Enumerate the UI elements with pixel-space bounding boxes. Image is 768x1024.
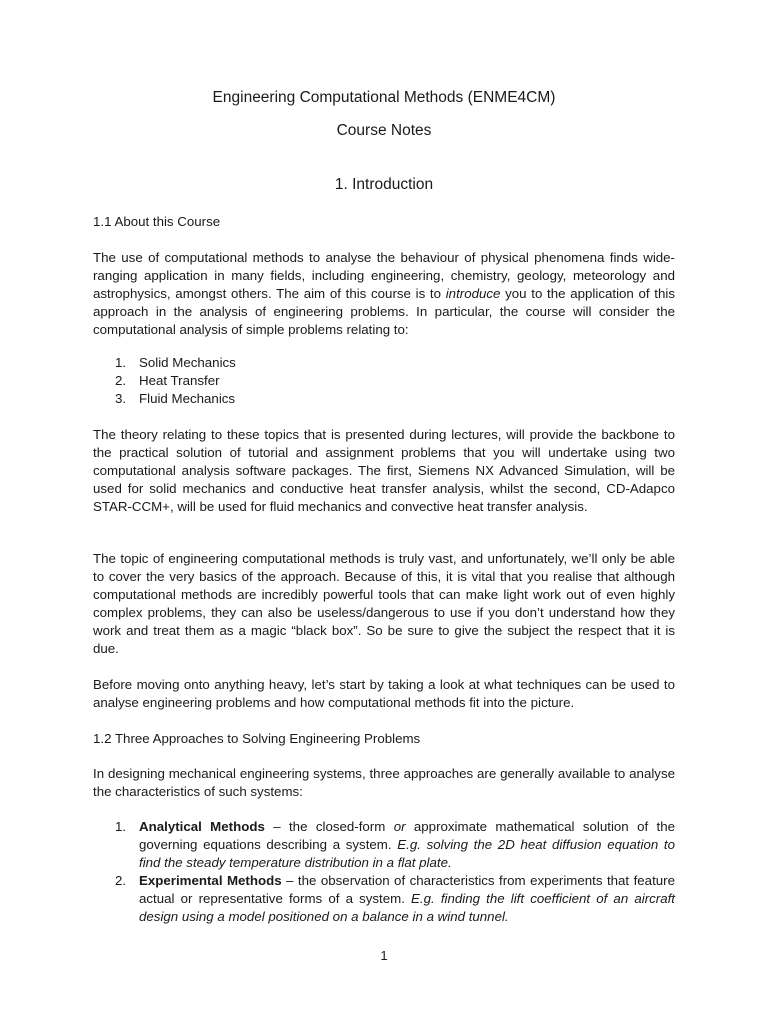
document-page (93, 0, 675, 1024)
emphasis-text: or (393, 819, 406, 834)
paragraph-approaches-intro: In designing mechanical engineering systems, three approaches are generally available to analyse the characteristics of such systems: (93, 766, 675, 799)
approaches-list (93, 818, 675, 925)
approach-text: approximate mathematical solution of the governing equations describing a system. (139, 819, 676, 852)
list-number: 2. (115, 372, 127, 388)
list-item-label: Fluid Mechanics (139, 390, 236, 406)
list-item-label: Heat Transfer (139, 372, 220, 388)
list-number: 2. (115, 872, 127, 888)
approach-example: E.g. finding the lift coefficient of an aircraft design using a model positioned on a balance in a wind tunnel. (139, 890, 675, 924)
approach-example: E.g. solving the 2D heat diffusion equation to find the steady temperature distribution in a flat plate. (139, 836, 675, 870)
approach-text: – the observation of characteristics from experiments that feature actual or representative forms of a system. (139, 872, 675, 906)
list-item (93, 390, 675, 408)
list-item (93, 872, 675, 926)
paragraph-transition: Before moving onto anything heavy, let’s start by taking a look at what techniques can be used to analyse engineering problems and how computational methods fit into the picture. (93, 677, 675, 710)
chapter-heading: 1. Introduction (334, 176, 434, 193)
page-number: 1 (380, 948, 388, 963)
topics-list (93, 354, 675, 408)
paragraph-theory: The theory relating to these topics that is presented during lectures, will provide the backbone to the practical solution of tutorial and assignment problems that you will undertake using two computational analysis software packages. The first, Siemens NX Advanced Simulation, will be used for solid mechanics and conductive heat transfer analysis, whilst the second, CD-Adapco STAR-CCM+, will be used for fluid mechanics and convective heat transfer analysis. (93, 427, 675, 514)
section-heading-about: 1.1 About this Course (93, 214, 221, 229)
list-number: 3. (115, 390, 127, 406)
emphasis-text: introduce (445, 285, 501, 301)
list-number: 1. (115, 355, 127, 370)
list-number: 1. (115, 819, 127, 834)
paragraph-text: you to the application of this approach in the analysis of engineering problems. In particular, the course will consider the computational analysis of simple problems relating to: (93, 285, 675, 337)
approach-text: – the closed-form (264, 819, 394, 834)
approach-name: Analytical Methods (139, 819, 265, 834)
document-title: Engineering Computational Methods (ENME4CM) (212, 89, 556, 106)
approach-name: Experimental Methods (139, 872, 282, 888)
paragraph-scope: The topic of engineering computational methods is truly vast, and unfortunately, we’ll only be able to cover the very basics of the approach. Because of this, it is vital that you realise that although computational methods are incredibly powerful tools that can make light work out of even highly complex problems, they can also be useless/dangerous to use if you don’t understand how they work and treat them as a magic “black box”. So be sure to give the subject the respect that it is due. (93, 551, 675, 656)
list-item-label: Solid Mechanics (139, 355, 236, 370)
document-subtitle: Course Notes (336, 122, 432, 139)
paragraph-text: The use of computational methods to analyse the behaviour of physical phenomena finds wide-ranging application in many fields, including engineering, chemistry, geology, meteorology and astrophysics, amongst others. The aim of this course is to (93, 250, 675, 301)
list-item (93, 818, 675, 872)
section-heading-approaches: 1.2 Three Approaches to Solving Engineering Problems (93, 731, 421, 746)
list-item (93, 354, 675, 372)
paragraph-course-aim (93, 249, 675, 339)
list-item (93, 372, 675, 390)
